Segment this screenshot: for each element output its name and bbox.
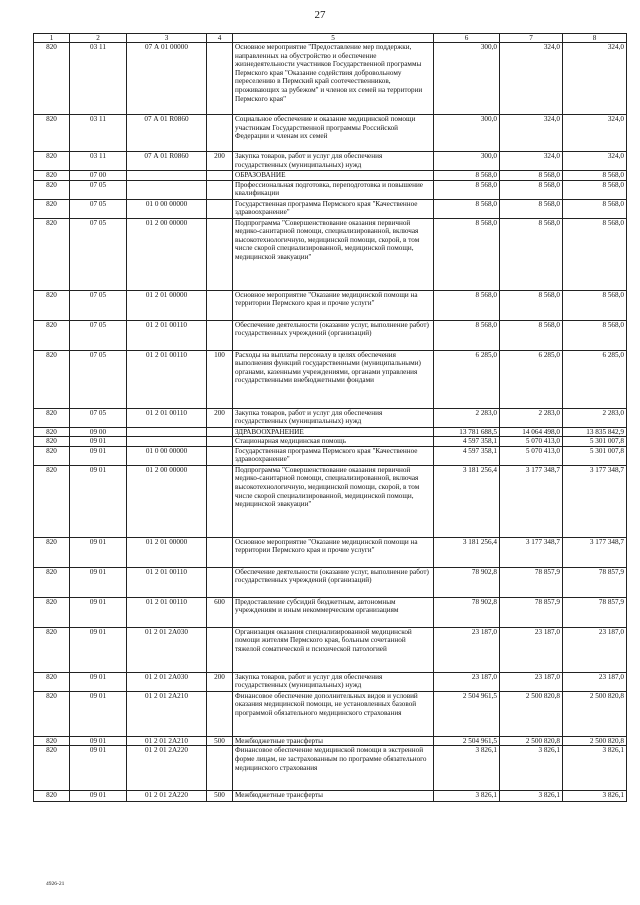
amount-cell-col6: 300,0 [434, 115, 500, 152]
expense-type-cell [207, 537, 233, 567]
target-article-cell [127, 171, 207, 181]
item-name-cell: Основное мероприятие "Оказание медицинской помощи на территории Пермского края и прочие услуги" [233, 290, 434, 320]
target-article-cell: 01 2 01 2А220 [127, 791, 207, 802]
section-code-cell: 07 05 [70, 199, 127, 218]
amount-cell-col8: 8 568,0 [563, 218, 627, 290]
section-code-cell: 09 01 [70, 736, 127, 746]
amount-cell-col8: 23 187,0 [563, 672, 627, 691]
target-article-cell: 01 0 00 00000 [127, 199, 207, 218]
target-article-cell [127, 180, 207, 199]
table-row [34, 218, 627, 290]
ved-code-cell: 820 [34, 152, 70, 171]
table-row [34, 350, 627, 408]
amount-cell-col7: 5 070 413,0 [500, 446, 563, 465]
section-code-cell: 07 05 [70, 290, 127, 320]
ved-code-cell: 820 [34, 746, 70, 791]
ved-code-cell: 820 [34, 597, 70, 627]
amount-cell-col8: 8 568,0 [563, 290, 627, 320]
section-code-cell: 09 01 [70, 627, 127, 672]
amount-cell-col6: 3 826,1 [434, 746, 500, 791]
item-name-cell: Государственная программа Пермского края "Качественное здравоохранение" [233, 446, 434, 465]
item-name-cell: Закупка товаров, работ и услуг для обеспечения государственных (муниципальных) нужд [233, 672, 434, 691]
amount-cell-col7: 78 857,9 [500, 567, 563, 597]
expense-type-cell [207, 427, 233, 437]
section-code-cell: 09 01 [70, 465, 127, 537]
expense-type-cell: 100 [207, 350, 233, 408]
amount-cell-col8: 3 826,1 [563, 746, 627, 791]
expense-type-cell [207, 180, 233, 199]
amount-cell-col6: 23 187,0 [434, 627, 500, 672]
section-code-cell: 09 00 [70, 427, 127, 437]
item-name-cell: Предоставление субсидий бюджетным, автономным учреждениям и иным некоммерческим организациям [233, 597, 434, 627]
table-row [34, 180, 627, 199]
amount-cell-col7: 324,0 [500, 43, 563, 115]
table-row [34, 320, 627, 350]
table-row [34, 43, 627, 115]
amount-cell-col8: 2 500 820,8 [563, 736, 627, 746]
amount-cell-col7: 8 568,0 [500, 290, 563, 320]
header-col-2: 2 [70, 34, 127, 43]
item-name-cell: Финансовое обеспечение дополнительных видов и условий оказания медицинской помощи, не установленных базовой программой обязательного медицинского страхования [233, 691, 434, 736]
header-col-4: 4 [207, 34, 233, 43]
item-name-cell: Расходы на выплаты персоналу в целях обеспечения выполнения функций государственными (муниципальными) органами, казенными учреждениями, органами управления государственными внебюджетными фондами [233, 350, 434, 408]
header-col-5: 5 [233, 34, 434, 43]
amount-cell-col7: 3 826,1 [500, 791, 563, 802]
ved-code-cell: 820 [34, 171, 70, 181]
expense-type-cell: 500 [207, 736, 233, 746]
ved-code-cell: 820 [34, 465, 70, 537]
amount-cell-col7: 23 187,0 [500, 627, 563, 672]
amount-cell-col6: 8 568,0 [434, 218, 500, 290]
ved-code-cell: 820 [34, 427, 70, 437]
section-code-cell: 09 01 [70, 537, 127, 567]
amount-cell-col7: 8 568,0 [500, 180, 563, 199]
amount-cell-col7: 2 500 820,8 [500, 691, 563, 736]
item-name-cell: Основное мероприятие "Предоставление мер поддержки, направленных на обустройство и обеспечение жизнедеятельности участников Государственной программы Пермского края "Оказание содействия добровольному переселению в Пермский край соотечественников, проживающих за рубежом" и членов их семей на территории Пермского края" [233, 43, 434, 115]
target-article-cell: 01 0 00 00000 [127, 446, 207, 465]
table-row [34, 736, 627, 746]
item-name-cell: Подпрограмма "Совершенствование оказания первичной медико-санитарной помощи, специализированной, включая высокотехнологичную, медицинской помощи, скорой, в том числе скорой специализированной, медицинской помощи, медицинской эвакуации" [233, 218, 434, 290]
section-code-cell: 07 05 [70, 350, 127, 408]
amount-cell-col7: 8 568,0 [500, 171, 563, 181]
item-name-cell: Закупка товаров, работ и услуг для обеспечения государственных (муниципальных) нужд [233, 152, 434, 171]
section-code-cell: 03 11 [70, 152, 127, 171]
expense-type-cell [207, 115, 233, 152]
section-code-cell: 07 05 [70, 218, 127, 290]
expense-type-cell [207, 746, 233, 791]
amount-cell-col6: 8 568,0 [434, 171, 500, 181]
amount-cell-col6: 4 597 358,1 [434, 446, 500, 465]
amount-cell-col8: 78 857,9 [563, 597, 627, 627]
amount-cell-col6: 6 285,0 [434, 350, 500, 408]
expense-type-cell [207, 691, 233, 736]
amount-cell-col7: 324,0 [500, 152, 563, 171]
expense-type-cell: 500 [207, 791, 233, 802]
section-code-cell: 09 01 [70, 437, 127, 447]
target-article-cell: 01 2 00 00000 [127, 465, 207, 537]
ved-code-cell: 820 [34, 199, 70, 218]
table-row [34, 199, 627, 218]
amount-cell-col6: 3 826,1 [434, 791, 500, 802]
amount-cell-col6: 8 568,0 [434, 180, 500, 199]
section-code-cell: 03 11 [70, 43, 127, 115]
amount-cell-col8: 3 177 348,7 [563, 537, 627, 567]
amount-cell-col7: 3 177 348,7 [500, 465, 563, 537]
section-code-cell: 09 01 [70, 691, 127, 736]
amount-cell-col8: 324,0 [563, 115, 627, 152]
header-col-3: 3 [127, 34, 207, 43]
budget-table [33, 33, 627, 802]
amount-cell-col7: 2 283,0 [500, 408, 563, 427]
ved-code-cell: 820 [34, 567, 70, 597]
table-body [34, 43, 627, 802]
table-row [34, 465, 627, 537]
target-article-cell: 01 2 01 2А030 [127, 627, 207, 672]
table-row [34, 791, 627, 802]
ved-code-cell: 820 [34, 218, 70, 290]
table-row [34, 446, 627, 465]
expense-type-cell: 600 [207, 597, 233, 627]
amount-cell-col8: 8 568,0 [563, 171, 627, 181]
header-col-1: 1 [34, 34, 70, 43]
section-code-cell: 09 01 [70, 746, 127, 791]
item-name-cell: Профессиональная подготовка, переподготовка и повышение квалификации [233, 180, 434, 199]
amount-cell-col6: 2 283,0 [434, 408, 500, 427]
amount-cell-col8: 8 568,0 [563, 180, 627, 199]
amount-cell-col8: 2 283,0 [563, 408, 627, 427]
item-name-cell: ОБРАЗОВАНИЕ [233, 171, 434, 181]
amount-cell-col6: 78 902,8 [434, 597, 500, 627]
header-col-7: 7 [500, 34, 563, 43]
item-name-cell: Обеспечение деятельности (оказание услуг, выполнение работ) государственных учреждений (организаций) [233, 567, 434, 597]
target-article-cell: 01 2 01 00000 [127, 537, 207, 567]
amount-cell-col8: 324,0 [563, 152, 627, 171]
target-article-cell: 01 2 01 2А030 [127, 672, 207, 691]
table-row [34, 437, 627, 447]
item-name-cell: Основное мероприятие "Оказание медицинской помощи на территории Пермского края и прочие услуги" [233, 537, 434, 567]
table-row [34, 567, 627, 597]
expense-type-cell [207, 567, 233, 597]
table-row [34, 672, 627, 691]
item-name-cell: Организация оказания специализированной медицинской помощи жителям Пермского края, больным сочетанной тяжелой соматической и психической патологией [233, 627, 434, 672]
target-article-cell: 01 2 01 2А220 [127, 746, 207, 791]
section-code-cell: 09 01 [70, 672, 127, 691]
ved-code-cell: 820 [34, 290, 70, 320]
item-name-cell: Стационарная медицинская помощь [233, 437, 434, 447]
amount-cell-col6: 3 181 256,4 [434, 465, 500, 537]
expense-type-cell [207, 320, 233, 350]
section-code-cell: 09 01 [70, 597, 127, 627]
ved-code-cell: 820 [34, 115, 70, 152]
ved-code-cell: 820 [34, 43, 70, 115]
expense-type-cell [207, 43, 233, 115]
amount-cell-col8: 6 285,0 [563, 350, 627, 408]
amount-cell-col6: 8 568,0 [434, 290, 500, 320]
ved-code-cell: 820 [34, 437, 70, 447]
expense-type-cell [207, 171, 233, 181]
section-code-cell: 07 05 [70, 408, 127, 427]
amount-cell-col8: 3 826,1 [563, 791, 627, 802]
target-article-cell [127, 427, 207, 437]
amount-cell-col6: 23 187,0 [434, 672, 500, 691]
table-row [34, 408, 627, 427]
amount-cell-col7: 14 064 498,0 [500, 427, 563, 437]
table-row [34, 746, 627, 791]
amount-cell-col7: 23 187,0 [500, 672, 563, 691]
amount-cell-col6: 8 568,0 [434, 320, 500, 350]
ved-code-cell: 820 [34, 320, 70, 350]
table-row [34, 152, 627, 171]
ved-code-cell: 820 [34, 627, 70, 672]
amount-cell-col7: 8 568,0 [500, 320, 563, 350]
target-article-cell: 01 2 01 00000 [127, 290, 207, 320]
section-code-cell: 09 01 [70, 791, 127, 802]
amount-cell-col7: 8 568,0 [500, 218, 563, 290]
ved-code-cell: 820 [34, 691, 70, 736]
table-row [34, 597, 627, 627]
target-article-cell: 01 2 01 00110 [127, 350, 207, 408]
target-article-cell [127, 437, 207, 447]
table-row [34, 691, 627, 736]
item-name-cell: Государственная программа Пермского края "Качественное здравоохранение" [233, 199, 434, 218]
amount-cell-col7: 3 826,1 [500, 746, 563, 791]
ved-code-cell: 820 [34, 537, 70, 567]
expense-type-cell [207, 290, 233, 320]
ved-code-cell: 820 [34, 408, 70, 427]
expense-type-cell [207, 218, 233, 290]
table-row [34, 290, 627, 320]
item-name-cell: Закупка товаров, работ и услуг для обеспечения государственных (муниципальных) нужд [233, 408, 434, 427]
target-article-cell: 01 2 01 2А210 [127, 736, 207, 746]
ved-code-cell: 820 [34, 180, 70, 199]
target-article-cell: 01 2 01 00110 [127, 597, 207, 627]
amount-cell-col8: 23 187,0 [563, 627, 627, 672]
table-row [34, 115, 627, 152]
amount-cell-col6: 3 181 256,4 [434, 537, 500, 567]
amount-cell-col8: 5 301 007,8 [563, 446, 627, 465]
amount-cell-col6: 300,0 [434, 152, 500, 171]
amount-cell-col6: 2 504 961,5 [434, 736, 500, 746]
item-name-cell: ЗДРАВООХРАНЕНИЕ [233, 427, 434, 437]
amount-cell-col8: 78 857,9 [563, 567, 627, 597]
amount-cell-col8: 8 568,0 [563, 320, 627, 350]
section-code-cell: 03 11 [70, 115, 127, 152]
target-article-cell: 01 2 01 00110 [127, 567, 207, 597]
amount-cell-col6: 300,0 [434, 43, 500, 115]
amount-cell-col8: 2 500 820,8 [563, 691, 627, 736]
table-row [34, 427, 627, 437]
target-article-cell: 07 А 01 R0860 [127, 152, 207, 171]
table-row [34, 171, 627, 181]
ved-code-cell: 820 [34, 736, 70, 746]
amount-cell-col7: 324,0 [500, 115, 563, 152]
section-code-cell: 07 05 [70, 320, 127, 350]
amount-cell-col8: 13 835 842,9 [563, 427, 627, 437]
table-row [34, 537, 627, 567]
ved-code-cell: 820 [34, 791, 70, 802]
amount-cell-col7: 78 857,9 [500, 597, 563, 627]
amount-cell-col7: 8 568,0 [500, 199, 563, 218]
amount-cell-col6: 8 568,0 [434, 199, 500, 218]
expense-type-cell [207, 446, 233, 465]
target-article-cell: 01 2 01 00110 [127, 408, 207, 427]
target-article-cell: 01 2 01 2А210 [127, 691, 207, 736]
amount-cell-col8: 8 568,0 [563, 199, 627, 218]
amount-cell-col7: 2 500 820,8 [500, 736, 563, 746]
amount-cell-col7: 3 177 348,7 [500, 537, 563, 567]
item-name-cell: Подпрограмма "Совершенствование оказания первичной медико-санитарной помощи, специализированной, включая высокотехнологичную, медицинской помощи, скорой, в том числе скорой специализированной, медицинской помощи, медицинской эвакуации" [233, 465, 434, 537]
amount-cell-col7: 5 070 413,0 [500, 437, 563, 447]
page-number: 27 [314, 9, 326, 21]
expense-type-cell: 200 [207, 408, 233, 427]
amount-cell-col8: 5 301 007,8 [563, 437, 627, 447]
section-code-cell: 07 00 [70, 171, 127, 181]
amount-cell-col6: 78 902,8 [434, 567, 500, 597]
expense-type-cell [207, 199, 233, 218]
expense-type-cell: 200 [207, 672, 233, 691]
target-article-cell: 01 2 00 00000 [127, 218, 207, 290]
ved-code-cell: 820 [34, 446, 70, 465]
ved-code-cell: 820 [34, 350, 70, 408]
target-article-cell: 07 А 01 R0860 [127, 115, 207, 152]
expense-type-cell [207, 627, 233, 672]
section-code-cell: 09 01 [70, 567, 127, 597]
table-row [34, 627, 627, 672]
item-name-cell: Финансовое обеспечение медицинской помощи в экстренной форме лицам, не застрахованным по программе обязательного медицинского страхования [233, 746, 434, 791]
target-article-cell: 01 2 01 00110 [127, 320, 207, 350]
amount-cell-col7: 6 285,0 [500, 350, 563, 408]
expense-type-cell [207, 465, 233, 537]
amount-cell-col8: 3 177 348,7 [563, 465, 627, 537]
item-name-cell: Социальное обеспечение и оказание медицинской помощи участникам Государственной программы Российской Федерации и членам их семей [233, 115, 434, 152]
ved-code-cell: 820 [34, 672, 70, 691]
item-name-cell: Межбюджетные трансферты [233, 736, 434, 746]
amount-cell-col6: 2 504 961,5 [434, 691, 500, 736]
footer-code: 4926-21 [46, 881, 65, 887]
item-name-cell: Межбюджетные трансферты [233, 791, 434, 802]
amount-cell-col8: 324,0 [563, 43, 627, 115]
expense-type-cell: 200 [207, 152, 233, 171]
target-article-cell: 07 А 01 00000 [127, 43, 207, 115]
amount-cell-col6: 13 781 688,5 [434, 427, 500, 437]
section-code-cell: 07 05 [70, 180, 127, 199]
expense-type-cell [207, 437, 233, 447]
amount-cell-col6: 4 597 358,1 [434, 437, 500, 447]
header-col-8: 8 [563, 34, 627, 43]
section-code-cell: 09 01 [70, 446, 127, 465]
table-header-row [34, 34, 627, 43]
item-name-cell: Обеспечение деятельности (оказание услуг, выполнение работ) государственных учреждений (организаций) [233, 320, 434, 350]
header-col-6: 6 [434, 34, 500, 43]
